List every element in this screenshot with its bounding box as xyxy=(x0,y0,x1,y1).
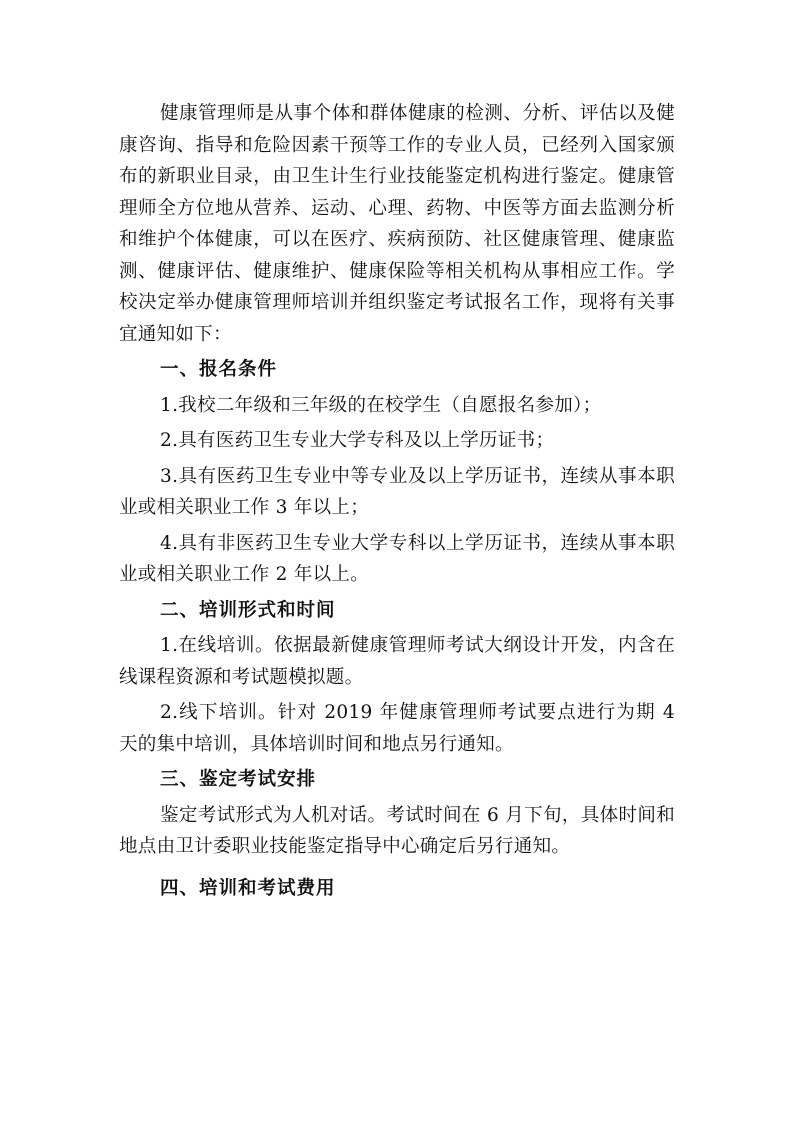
registration-item-1: 1.我校二年级和三年级的在校学生（自愿报名参加）； xyxy=(160,394,602,416)
training-item-2: 2.线下培训。针对 2019 年健康管理师考试要点进行为期 4 天的集中培训，具体培训时间和地点另行通知。 xyxy=(119,702,675,755)
registration-item-2: 2.具有医药卫生专业大学专科及以上学历证书； xyxy=(160,430,555,451)
registration-item-3: 3.具有医药卫生专业中等专业及以上学历证书，连续从事本职业或相关职业工作 3 年以上； xyxy=(119,465,675,518)
exam-item-1: 鉴定考试形式为人机对话。考试时间在 6 月下旬，具体时间和地点由卫计委职业技能鉴定指导中心确定后另行通知。 xyxy=(119,804,675,857)
section-heading-registration: 一、报名条件 xyxy=(160,359,278,380)
document-page xyxy=(119,98,675,904)
section-heading-exam: 三、鉴定考试安排 xyxy=(160,769,317,790)
section-heading-training: 二、培训形式和时间 xyxy=(160,599,336,621)
registration-item-4: 4.具有非医药卫生专业大学专科以上学历证书，连续从事本职业或相关职业工作 2 年以上。 xyxy=(119,532,675,585)
intro-paragraph: 健康管理师是从事个体和群体健康的检测、分析、评估以及健康咨询、指导和危险因素干预等工作的专业人员，已经列入国家颁布的新职业目录，由卫生计生行业技能鉴定机构进行鉴定。健康管理师全方位地从营养、运动、心理、药物、中医等方面去监测分析和维护个体健康，可以在医疗、疾病预防、社区健康管理、健康监测、健康评估、健康维护、健康保险等相关机构从事相应工作。学校决定举办健康管理师培训并组织鉴定考试报名工作，现将有关事宜通知如下： xyxy=(119,103,675,345)
section-heading-fees: 四、培训和考试费用 xyxy=(160,877,336,899)
training-item-1: 1.在线培训。依据最新健康管理师考试大纲设计开发，内含在线课程资源和考试题模拟题。 xyxy=(119,635,675,688)
